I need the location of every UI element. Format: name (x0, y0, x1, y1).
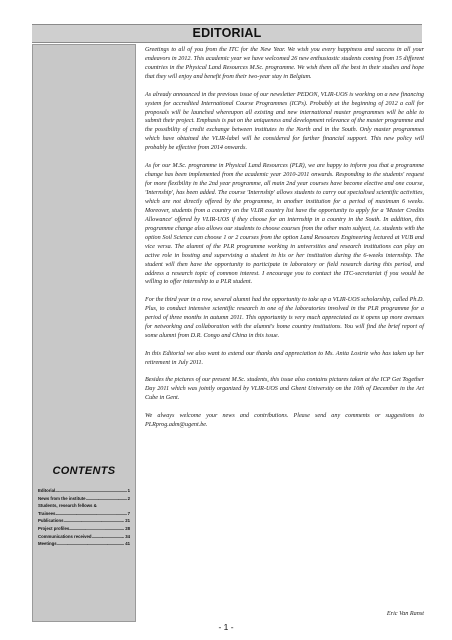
toc-page-number: 2 (127, 495, 130, 501)
toc-page-number: 1 (127, 488, 130, 493)
page-title: EDITORIAL (192, 26, 262, 40)
toc-item-editorial[interactable] (38, 487, 130, 495)
toc-label: Publications (38, 518, 64, 524)
paragraph-thanks: In this Editorial we also want to extend our thanks and appreciation to Ms. Anita Lostrie who has taken up her retirement in July 2011. (145, 350, 424, 366)
paragraph-phd-plus: For the third year in a row, several alumni had the opportunity to take up a VLIR-UOS scholarship, called Ph.D. Plus, to conduct intensive scientific research in one of the laboratories involved in the PLR programme for a period of three months in autumn 2011. This opportunity is very much appreciated as it opens up more avenues for networking and collaboration with the alumni's home country institutions. You will find the brief report of some alumni from D.R. Congo and China in this issue. (145, 297, 424, 340)
contents-sidebar (32, 44, 136, 622)
paragraph-pictures: Besides the pictures of our present M.Sc. students, this issue also contains pictures taken at the ICP Get Together Day 2011 which was jointly organized by VLIR-UOS and Ghent University on the 10th of December in the Art Cube in Gent. (145, 377, 424, 402)
page-number: - 1 - (218, 622, 234, 632)
toc-item-communications[interactable] (38, 533, 130, 541)
toc-page-number: 28 (125, 525, 130, 531)
toc-label: Students, research fellows & (38, 503, 97, 509)
paragraph-financing: As already announced in the previous issue of our newsletter PEDON, VLIR-UOS is working on a new financing system for accredited International Course Programmes (ICPs). Probably at the beginning of 2012 a call for proposals will be launched whereupon all existing and new international master programmes will be able to submit their project. Emphasis is put on the uniqueness and development relevance of the master programme and the possibility of credit exchange between institutes in the North and in the South. Only master programmes which have obtained the VLIR-label will be considered for further financial support. This new policy will probably be effective from 2014 onwards. (145, 91, 424, 152)
toc-page-number: 21 (125, 518, 130, 524)
toc-label: Communications received (38, 533, 92, 539)
toc-item-publications[interactable] (38, 517, 130, 525)
toc-leader (55, 487, 126, 495)
toc-leader (86, 495, 127, 503)
toc-item-project-profiles[interactable] (38, 525, 130, 533)
toc-label: Editorial (38, 488, 56, 493)
toc-leader (69, 525, 124, 533)
author-signature: Eric Van Ranst (386, 610, 424, 617)
toc-leader (55, 510, 126, 518)
toc-label: News from the institute (38, 495, 86, 501)
toc-leader (57, 540, 125, 548)
toc-item-meetings[interactable] (38, 540, 130, 548)
paragraph-programme-change: As for our M.Sc. programme in Physical Land Resources (PLR), we are happy to inform you that a programme change has been implemented from the academic year 2010-2011 onwards. Responding to the students' request for more flexibility in the 2nd year programme, all main 2nd year courses have become elective and one course, 'Internship', has been added. The course 'Internship' allows students to carry out specialised scientific activities, which are not directly offered by the programme, in another institution for a period of maximum 6 weeks. Moreover, students from a country on the VLIR country list have the opportunity to apply for a 'Master Credits Allowance' offered by VLIR-UOS if they choose for an internship in a country in the South. In addition, this programme change also allows our students to choose courses from the other main subject, i.e. students with the option Soil Science can choose 1 or 2 courses from the option Land Resources Engineering lectured at VUB and vice versa. The alumni of the PLR programme working in universities and research institutions can play an active role in hosting and supervising a student in his or her institution during the 6-weeks internship. The student will then have the opportunity to participate in laboratory or field research during this period, and address a research topic of common interest. I encourage you to contact the ITC-secretariat if you would be willing to offer internship to a PLR student. (145, 163, 424, 286)
table-of-contents (38, 487, 130, 548)
paragraph-greetings: Greetings to all of you from the ITC for the New Year. We wish you every happiness and success in all your endeavors in 2012. This academic year we have welcomed 26 new enthusiastic students coming from 15 different countries in the Physical Land Resources M.Sc. programme. We wish them all the best in their studies and hope that they will enjoy and benefit from their two-year stay in Belgium. (145, 47, 424, 80)
editorial-body (145, 46, 424, 439)
toc-item-news[interactable] (38, 495, 130, 503)
toc-label: Meetings (38, 541, 57, 547)
toc-page-number: 41 (125, 541, 130, 547)
paragraph-contact: We always welcome your news and contributions. Please send any comments or suggestions to PLRprog.adm@ugent.be. (145, 413, 424, 429)
toc-leader (92, 533, 125, 541)
contents-heading: CONTENTS (52, 465, 116, 477)
toc-label: Trainees (38, 510, 56, 516)
toc-page-number: 34 (125, 533, 130, 539)
toc-item-students[interactable] (38, 502, 130, 510)
toc-item-trainees[interactable] (38, 510, 130, 518)
toc-label: Project profiles (38, 525, 70, 531)
editorial-header-bar (32, 24, 422, 43)
toc-page-number: 7 (127, 510, 130, 516)
toc-leader (64, 517, 125, 525)
